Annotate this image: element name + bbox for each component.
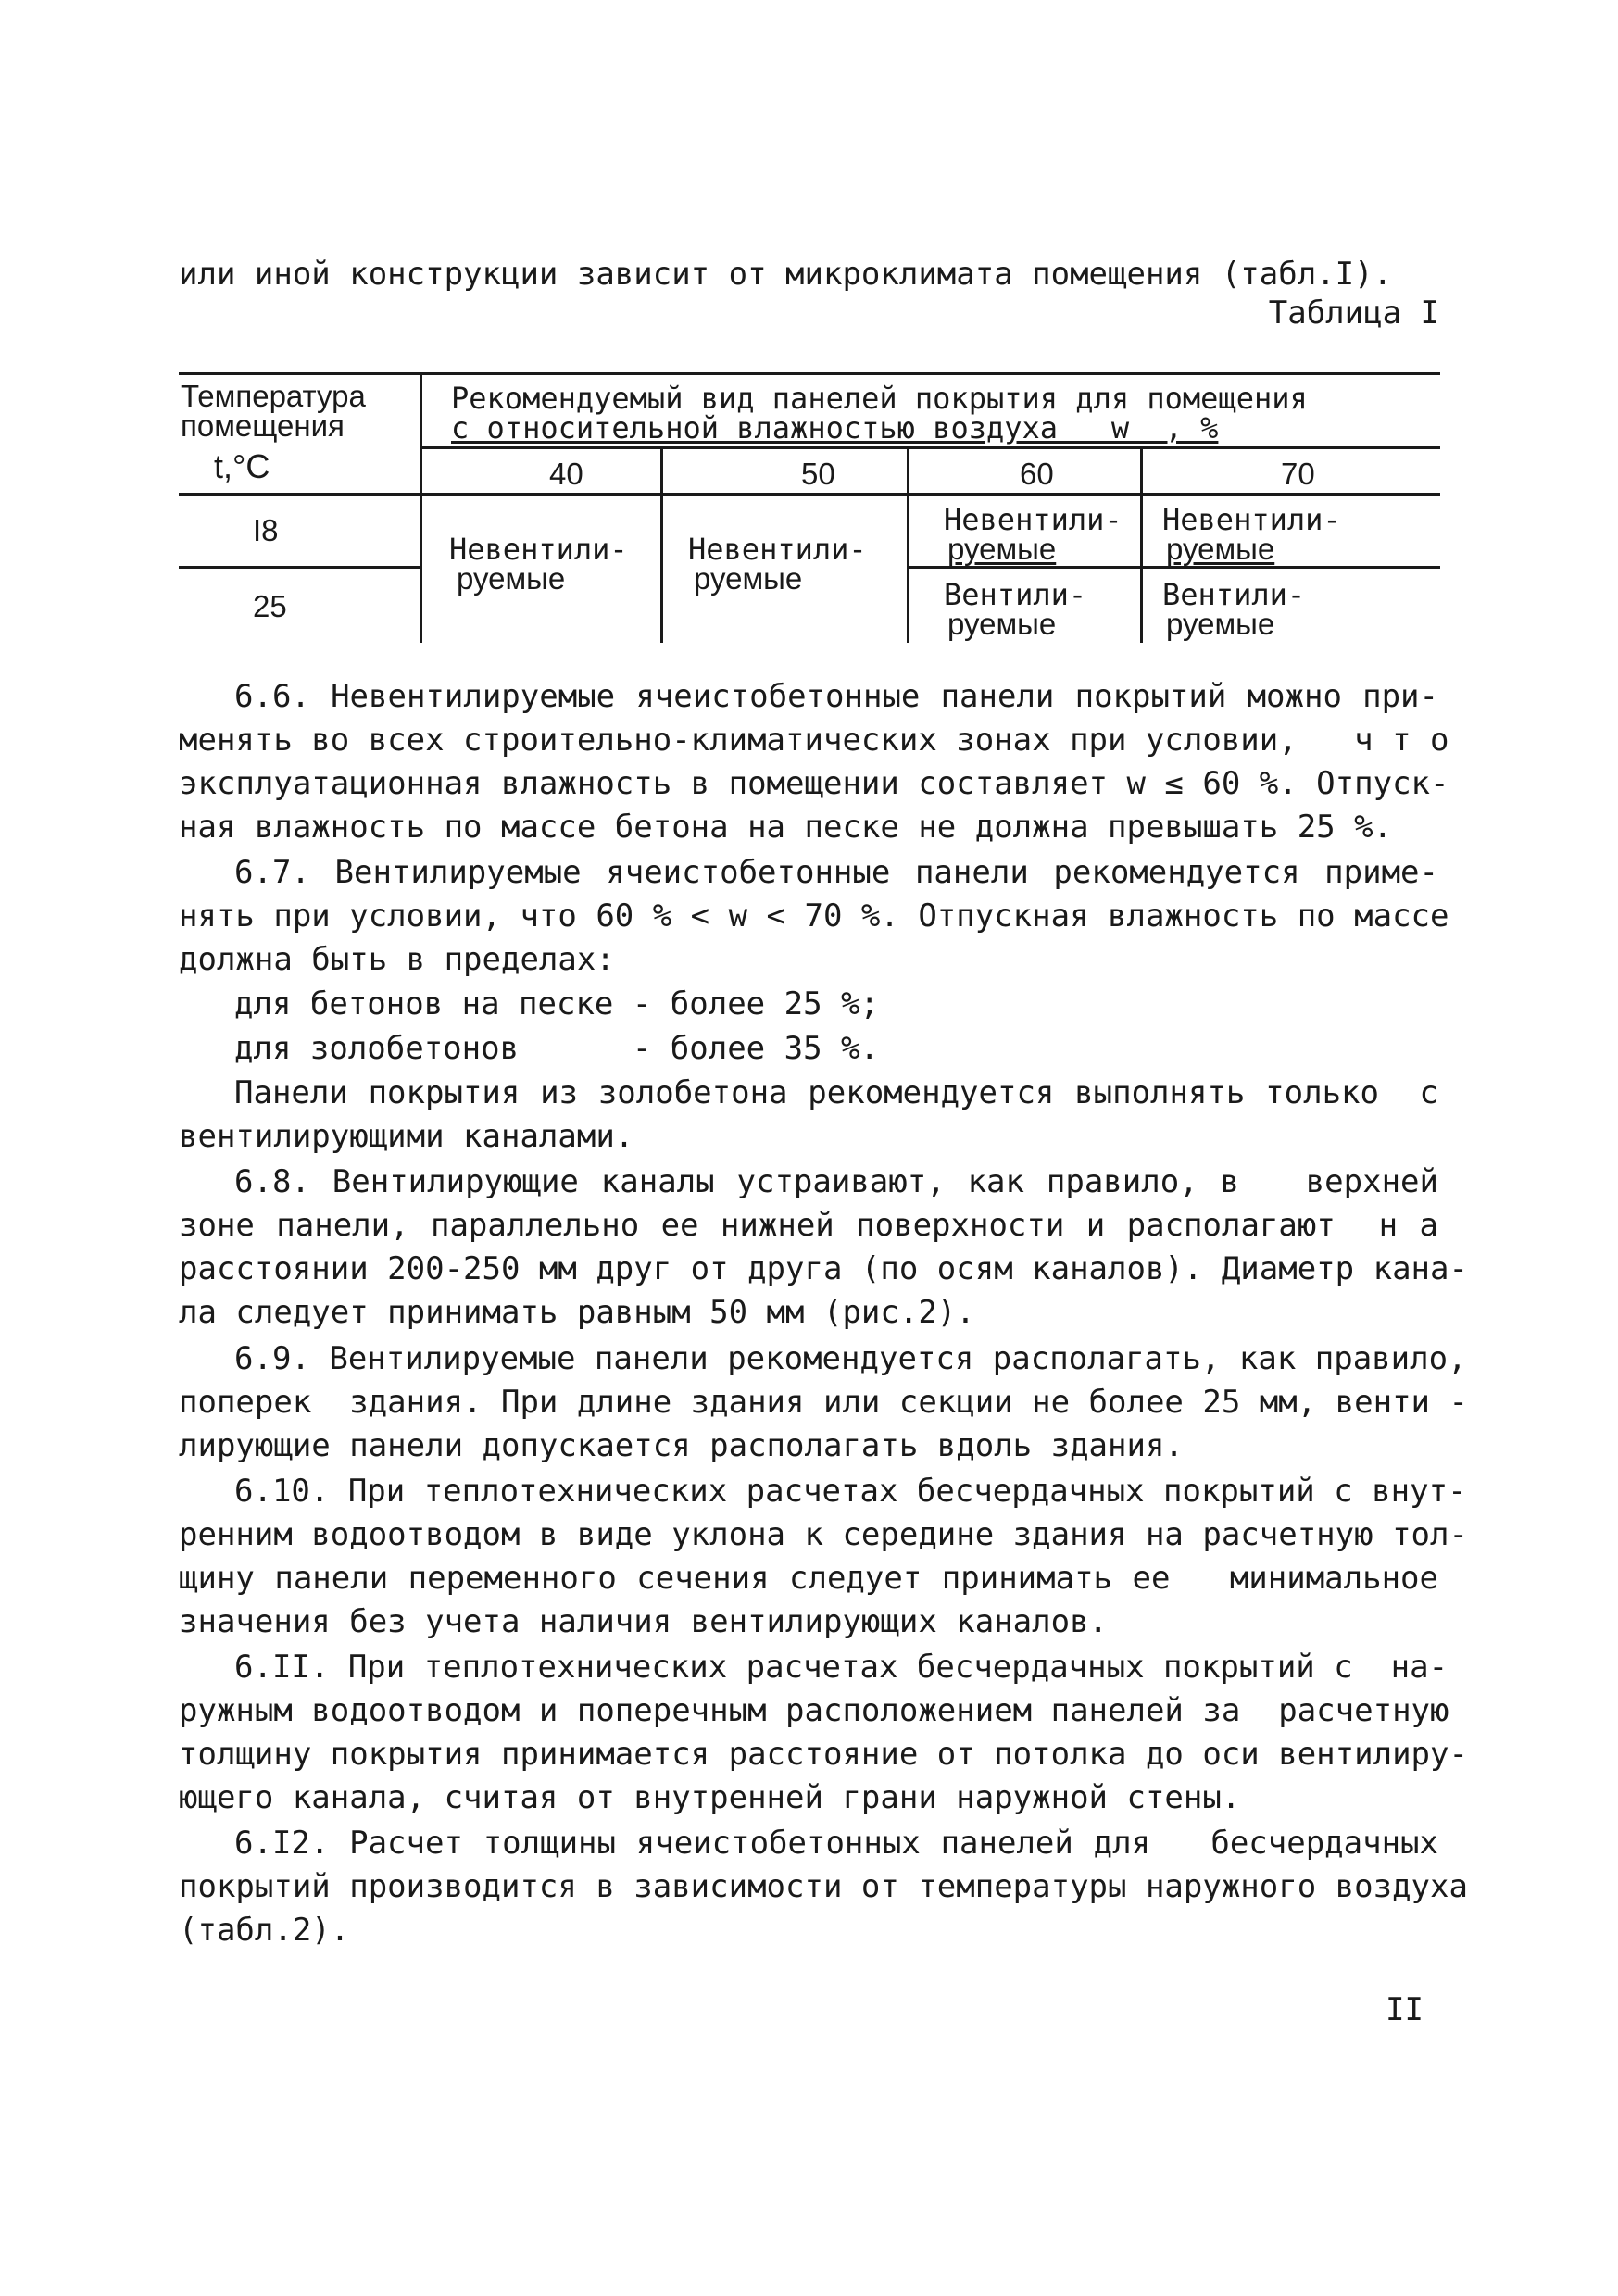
table-vrule-4 (1140, 448, 1143, 643)
p67-line-3: должна быть в пределах: (179, 941, 615, 978)
p610-line-2: ренним водоотводом в виде уклона к середине здания на расчетную тол- (179, 1516, 1468, 1553)
p67-line-2: нять при условии, что 60 % < w < 70 %. Отпускная влажность по массе (179, 897, 1449, 935)
p69-line-2: поперек здания. При длине здания или секции не более 25 мм, венти - (179, 1384, 1468, 1421)
table-vrule-3 (907, 448, 909, 643)
cell-18-70-line2: руемые (1166, 532, 1275, 566)
p612-line-3: (табл.2). (179, 1912, 350, 1949)
header-temperature-2: помещения (181, 408, 345, 443)
p68-line-4: ла следует принимать равным 50 мм (рис.2). (179, 1294, 975, 1331)
p66-line-3: эксплуатационная влажность в помещении составляет w ≤ 60 %. Отпуск- (179, 765, 1449, 802)
col-60: 60 (1020, 457, 1054, 491)
table-columns-rule (179, 493, 1440, 496)
p68-line-3: расстоянии 200-250 мм друг от друга (по осям каналов). Диаметр кана- (179, 1250, 1468, 1287)
col-50: 50 (801, 457, 835, 491)
cell-18-60-line1: Невентили- (944, 502, 1123, 537)
header-temperature-3: t,°C (214, 447, 270, 485)
table-header-rule (420, 446, 1440, 449)
p69-line-1: 6.9. Вентилируемые панели рекомендуется располагать, как правило, (234, 1340, 1467, 1377)
cell-50-line2: руемые (694, 561, 803, 596)
list-item-1: для бетонов на песке - более 25 %; (234, 985, 879, 1023)
p612-line-2: покрытий производится в зависимости от температуры наружного воздуха (179, 1868, 1468, 1905)
table-row-divider-right (909, 566, 1440, 569)
p67b-line-1: Панели покрытия из золобетона рекомендуется выполнять только с (234, 1074, 1438, 1111)
table-row-divider-left (179, 566, 420, 569)
p67b-line-2: вентилирующими каналами. (179, 1118, 634, 1155)
header-main-1: Рекомендуемый вид панелей покрытия для помещения (451, 381, 1308, 416)
row-temp-18: I8 (253, 513, 279, 547)
humidity-table (179, 372, 1440, 643)
intro-line: или иной конструкции зависит от микроклимата помещения (табл.I). (179, 256, 1393, 293)
cell-40-line2: руемые (457, 561, 566, 596)
p611-line-2: ружным водоотводом и поперечным расположением панелей за расчетную (179, 1692, 1449, 1729)
p66-line-2: менять во всех строительно-климатических зонах при условии, ч т о (179, 721, 1449, 759)
cell-50-line1: Невентили- (688, 532, 867, 567)
p611-line-1: 6.II. При теплотехнических расчетах бесчердачных покрытий с на- (234, 1649, 1449, 1686)
p69-line-3: лирующие панели допускается располагать вдоль здания. (179, 1427, 1184, 1464)
p68-line-1: 6.8. Вентилирующие каналы устраивают, как правило, в верхней (234, 1163, 1438, 1200)
table-vrule-2 (660, 448, 663, 643)
row-temp-25: 25 (253, 589, 287, 623)
cell-25-70-line1: Вентили- (1162, 577, 1306, 612)
header-temperature-1: Температура (181, 379, 366, 413)
p67-line-1: 6.7. Вентилируемые ячеистобетонные панели рекомендуется приме- (234, 854, 1438, 891)
table-caption: Таблица I (1268, 295, 1439, 332)
col-40: 40 (549, 457, 583, 491)
p610-line-4: значения без учета наличия вентилирующих каналов. (179, 1603, 1109, 1640)
table-top-rule (179, 372, 1440, 375)
p612-line-1: 6.I2. Расчет толщины ячеистобетонных панелей для бесчердачных (234, 1825, 1438, 1862)
header-main-2: с относительной влажностью воздуха w , % (451, 410, 1219, 445)
cell-18-70-line1: Невентили- (1162, 502, 1341, 537)
p66-line-1: 6.6. Невентилируемые ячеистобетонные панели покрытий можно при- (234, 678, 1438, 715)
page-number: II (1386, 1991, 1424, 2028)
p66-line-4: ная влажность по массе бетона на песке не должна превышать 25 %. (179, 809, 1393, 846)
p68-line-2: зоне панели, параллельно ее нижней поверхности и располагают н а (179, 1207, 1438, 1244)
list-item-2: для золобетонов - более 35 %. (234, 1030, 879, 1067)
p610-line-3: щину панели переменного сечения следует принимать ее минимальное (179, 1560, 1438, 1597)
cell-40-line1: Невентили- (449, 532, 628, 567)
cell-25-60-line1: Вентили- (944, 577, 1087, 612)
p610-line-1: 6.10. При теплотехнических расчетах бесчердачных покрытий с внут- (234, 1473, 1467, 1510)
cell-25-60-line2: руемые (947, 607, 1057, 641)
p611-line-3: толщину покрытия принимается расстояние от потолка до оси вентилиру- (179, 1736, 1468, 1773)
table-vrule-1 (420, 372, 422, 643)
cell-18-60-line2: руемые (947, 532, 1057, 566)
cell-25-70-line2: руемые (1166, 607, 1275, 641)
p611-line-4: ющего канала, считая от внутренней грани наружной стены. (179, 1779, 1241, 1816)
col-70: 70 (1281, 457, 1315, 491)
